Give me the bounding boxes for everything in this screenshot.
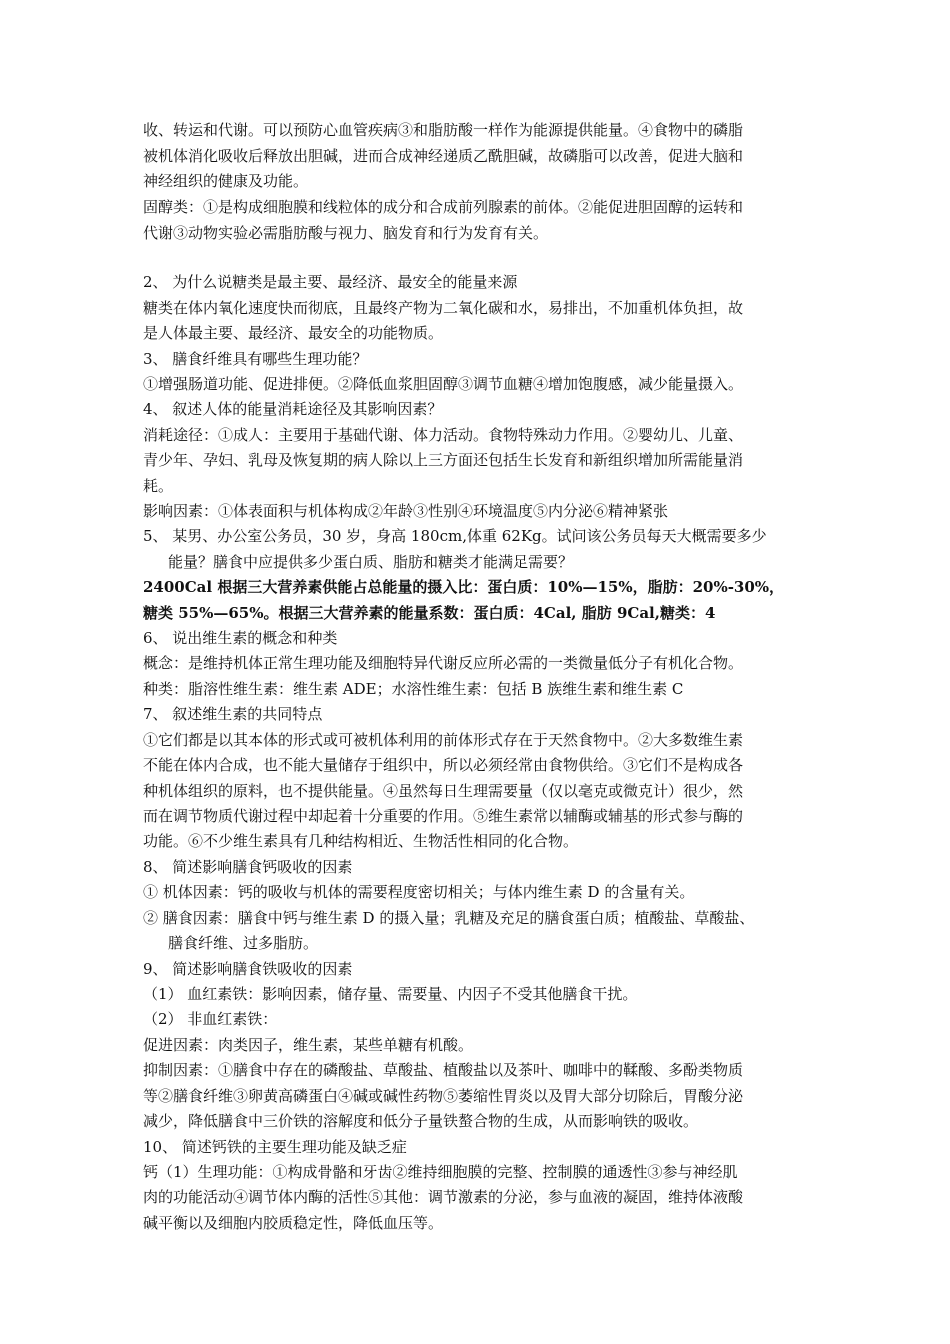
text-line: 种类：脂溶性维生素：维生素 ADE；水溶性维生素：包括 B 族维生素和维生素 C xyxy=(143,680,684,698)
text-line: 功能。⑥不少维生素具有几种结构相近、生物活性相同的化合物。 xyxy=(143,832,579,850)
text-line: 钙（1）生理功能：①构成骨骼和牙齿②维持细胞膜的完整、控制膜的通透性③参与神经肌 xyxy=(143,1163,738,1181)
text-line: ①增强肠道功能、促进排便。②降低血浆胆固醇③调节血糖④增加饱腹感，减少能量摄入。 xyxy=(143,375,744,393)
question-heading: 8、 简述影响膳食钙吸收的因素 xyxy=(143,858,353,876)
text-line: 等②膳食纤维③卵黄高磷蛋白④碱或碱性药物⑤萎缩性胃炎以及胃大部分切除后，胃酸分泌 xyxy=(143,1087,744,1105)
text-line: 减少，降低膳食中三价铁的溶解度和低分子量铁螯合物的生成，从而影响铁的吸收。 xyxy=(143,1112,699,1130)
text-line: 而在调节物质代谢过程中却起着十分重要的作用。⑤维生素常以辅酶或辅基的形式参与酶的 xyxy=(143,807,744,825)
text-line: 肉的功能活动④调节体内酶的活性⑤其他：调节激素的分泌，参与血液的凝固，维持体液酸 xyxy=(143,1188,744,1206)
text-line: 固醇类：①是构成细胞膜和线粒体的成分和合成前列腺素的前体。②能促进胆固醇的运转和 xyxy=(143,198,744,216)
text-line: 耗。 xyxy=(143,477,174,495)
question-heading: 6、 说出维生素的概念和种类 xyxy=(143,629,338,647)
text-line: 被机体消化吸收后释放出胆碱，进而合成神经递质乙酰胆碱，故磷脂可以改善，促进大脑和 xyxy=(143,147,744,165)
text-line: 影响因素：①体表面积与机体构成②年龄③性别④环境温度⑤内分泌⑥精神紧张 xyxy=(143,502,669,520)
text-line: 是人体最主要、最经济、最安全的功能物质。 xyxy=(143,324,444,342)
text-line: 代谢③动物实验必需脂肪酸与视力、脑发育和行为发育有关。 xyxy=(143,224,549,242)
text-line: ①它们都是以其本体的形式或可被机体利用的前体形式存在于天然食物中。②大多数维生素 xyxy=(143,731,744,749)
text-line: 碱平衡以及细胞内胶质稳定性，降低血压等。 xyxy=(143,1214,444,1232)
text-line: （2） 非血红素铁： xyxy=(143,1010,278,1028)
text-line: 促进因素：肉类因子，维生素，某些单糖有机酸。 xyxy=(143,1036,474,1054)
question-heading: 9、 简述影响膳食铁吸收的因素 xyxy=(143,960,353,978)
text-line: 消耗途径：①成人：主要用于基础代谢、体力活动。食物特殊动力作用。②婴幼儿、儿童、 xyxy=(143,426,744,444)
question-heading: 2、 为什么说糖类是最主要、最经济、最安全的能量来源 xyxy=(143,273,518,291)
question-heading: 7、 叙述维生素的共同特点 xyxy=(143,705,323,723)
text-line: 概念：是维持机体正常生理功能及细胞特异代谢反应所必需的一类微量低分子有机化合物。 xyxy=(143,654,744,672)
question-heading: 3、 膳食纤维具有哪些生理功能？ xyxy=(143,350,368,368)
text-line: 种机体组织的原料，也不提供能量。④虽然每日生理需要量（仅以毫克或微克计）很少，然 xyxy=(143,782,744,800)
text-line: 青少年、孕妇、乳母及恢复期的病人除以上三方面还包括生长发育和新组织增加所需能量消 xyxy=(143,451,744,469)
question-heading: 5、 某男、办公室公务员，30 岁，身高 180cm,体重 62Kg。试问该公务员每天大概需要多少 xyxy=(143,527,767,545)
text-line: ① 机体因素：钙的吸收与机体的需要程度密切相关；与体内维生素 D 的含量有关。 xyxy=(143,883,695,901)
text-line: 糖类 55%—65%。根据三大营养素的能量系数：蛋白质：4Cal, 脂肪 9Cal,糖类：4 xyxy=(143,604,716,622)
text-line: 能量？膳食中应提供多少蛋白质、脂肪和糖类才能满足需要？ xyxy=(168,553,574,571)
text-line: 抑制因素：①膳食中存在的磷酸盐、草酸盐、植酸盐以及茶叶、咖啡中的鞣酸、多酚类物质 xyxy=(143,1061,744,1079)
text-line: 糖类在体内氧化速度快而彻底，且最终产物为二氧化碳和水，易排出，不加重机体负担，故 xyxy=(143,299,744,317)
text-line: 收、转运和代谢。可以预防心血管疾病③和脂肪酸一样作为能源提供能量。④食物中的磷脂 xyxy=(143,121,744,139)
text-line: 膳食纤维、过多脂肪。 xyxy=(168,934,319,952)
text-line: （1） 血红素铁：影响因素，储存量、需要量、内因子不受其他膳食干扰。 xyxy=(143,985,638,1003)
text-line: 神经组织的健康及功能。 xyxy=(143,172,309,190)
text-line: 2400Cal 根据三大营养素供能占总能量的摄入比：蛋白质：10%—15%，脂肪：20%-30%， xyxy=(143,578,785,596)
text-line: ② 膳食因素：膳食中钙与维生素 D 的摄入量；乳糖及充足的膳食蛋白质；植酸盐、草酸盐、 xyxy=(143,909,755,927)
question-heading: 10、 简述钙铁的主要生理功能及缺乏症 xyxy=(143,1138,407,1156)
text-line: 不能在体内合成，也不能大量储存于组织中，所以必须经常由食物供给。③它们不是构成各 xyxy=(143,756,744,774)
question-heading: 4、 叙述人体的能量消耗途径及其影响因素？ xyxy=(143,400,443,418)
